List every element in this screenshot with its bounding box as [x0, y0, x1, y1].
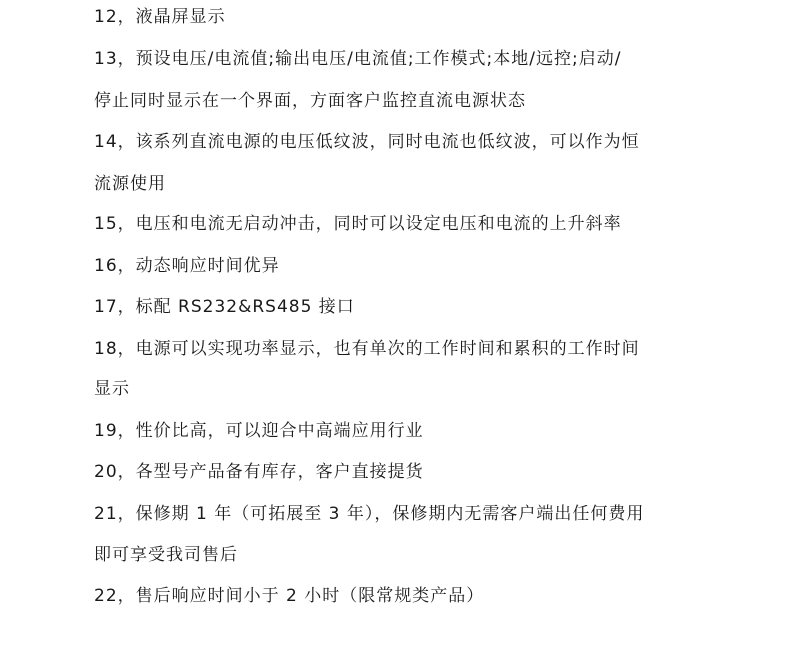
item-19-line-1: 19，性价比高，可以迎合中高端应用行业: [94, 421, 424, 441]
item-16-line-1: 16，动态响应时间优异: [94, 256, 280, 276]
item-17-line-1: 17，标配 RS232&RS485 接口: [94, 297, 355, 317]
item-13-line-1: 13，预设电压/电流值;输出电压/电流值;工作模式;本地/远控;启动/: [94, 49, 622, 69]
item-14-line-1: 14，该系列直流电源的电压低纹波，同时电流也低纹波，可以作为恒: [94, 132, 640, 152]
item-18-line-2: 显示: [94, 379, 130, 399]
item-14-line-2: 流源使用: [94, 174, 166, 194]
item-12-line-1: 12，液晶屏显示: [94, 7, 226, 27]
item-18-line-1: 18，电源可以实现功率显示，也有单次的工作时间和累积的工作时间: [94, 339, 640, 359]
item-21-line-2: 即可享受我司售后: [94, 545, 238, 565]
item-20-line-1: 20，各型号产品备有库存，客户直接提货: [94, 462, 424, 482]
item-22-line-1: 22，售后响应时间小于 2 小时（限常规类产品）: [94, 586, 485, 606]
item-21-line-1: 21，保修期 1 年（可拓展至 3 年），保修期内无需客户端出任何费用: [94, 504, 645, 524]
item-13-line-2: 停止同时显示在一个界面，方面客户监控直流电源状态: [94, 91, 526, 111]
item-15-line-1: 15，电压和电流无启动冲击，同时可以设定电压和电流的上升斜率: [94, 214, 622, 234]
